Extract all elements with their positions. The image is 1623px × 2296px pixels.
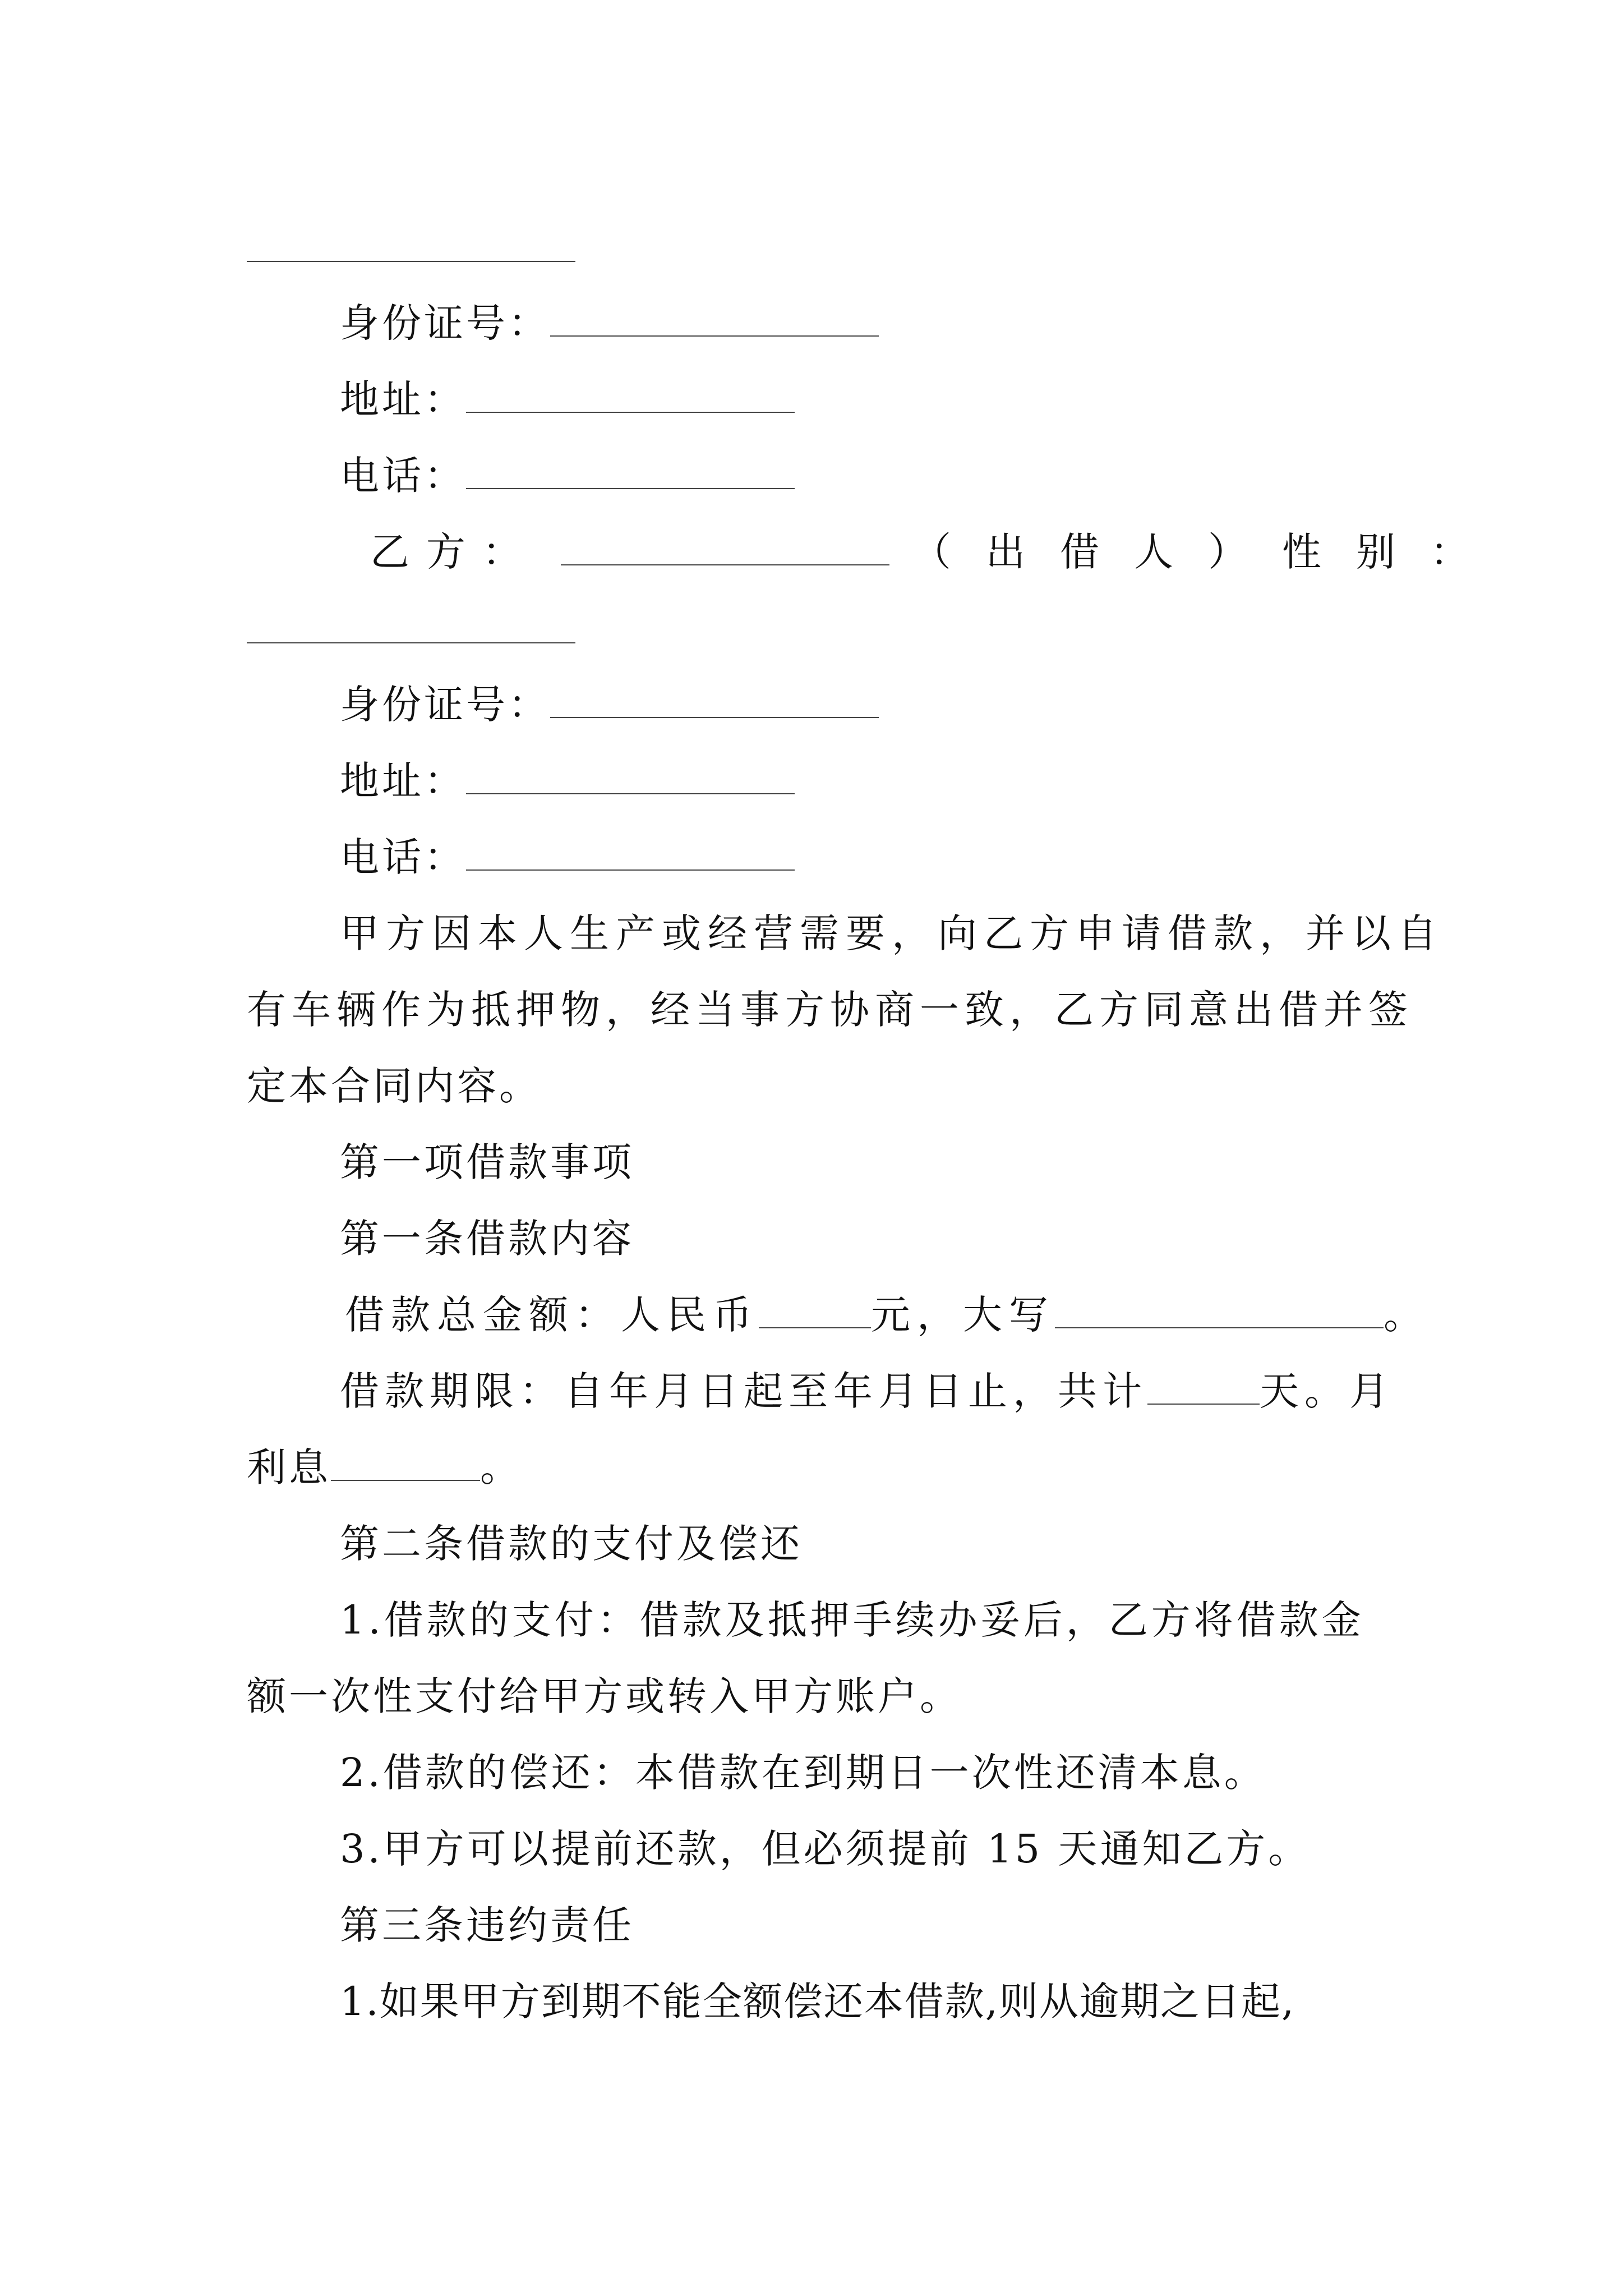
loan-amount-row xyxy=(345,1287,1495,1343)
amount-end: 。 xyxy=(1384,1292,1430,1338)
interest-blank xyxy=(331,1445,480,1481)
address-label: 地址： xyxy=(340,758,466,804)
address-label: 地址： xyxy=(340,376,466,422)
clause-2-title: 第二条借款的支付及偿还 xyxy=(340,1521,803,1567)
party-a-address-row xyxy=(247,371,1490,427)
phone-blank xyxy=(466,453,795,489)
party-b-id-row xyxy=(247,677,1490,733)
amount-words-blank xyxy=(1055,1292,1384,1328)
intro-line-3: 定本合同内容。 xyxy=(247,1063,541,1109)
clause-2-item-1-line-2: 额一次性支付给甲方或转入甲方账户。 xyxy=(247,1673,962,1719)
clause-2-item-1-line-1: 1.借款的支付：借款及抵押手续办妥后，乙方将借款金 xyxy=(340,1597,1364,1643)
loan-term-row xyxy=(247,1363,1490,1419)
intro-line-2: 有车辆作为抵押物，经当事方协商一致，乙方同意出借并签 xyxy=(247,987,1413,1033)
amount-blank xyxy=(759,1292,871,1328)
interest-end: 。 xyxy=(480,1444,522,1490)
intro-line-1: 甲方因本人生产或经营需要，向乙方申请借款，并以自 xyxy=(340,910,1444,956)
party-b-row xyxy=(370,524,1504,580)
party-b-phone-row xyxy=(247,829,1490,885)
blank-line xyxy=(247,261,575,262)
clause-1-title: 第一条借款内容 xyxy=(340,1216,634,1262)
clause-2-item-2: 2.借款的偿还：本借款在到期日一次性还清本息。 xyxy=(340,1750,1266,1796)
amount-unit: 元，大写 xyxy=(871,1292,1055,1338)
party-b-address-row xyxy=(247,753,1490,809)
id-label: 身份证号： xyxy=(340,300,550,346)
clause-3-title: 第三条违约责任 xyxy=(340,1902,634,1948)
phone-blank xyxy=(466,835,795,871)
address-blank xyxy=(466,377,795,413)
gender-blank xyxy=(247,642,575,643)
party-b-gender-label: 性别： xyxy=(1282,529,1504,575)
id-blank xyxy=(550,301,879,337)
interest-prefix: 利息 xyxy=(247,1444,331,1490)
party-a-id-row xyxy=(247,295,1490,351)
clause-2-item-3: 3.甲方可以提前还款，但必须提前 15 天通知乙方。 xyxy=(340,1826,1311,1872)
clause-3-item-1-line-1: 1.如果甲方到期不能全额偿还本借款,则从逾期之日起, xyxy=(340,1978,1295,2024)
term-suffix: 天。月 xyxy=(1260,1368,1394,1414)
phone-label: 电话： xyxy=(340,834,466,880)
party-b-label: 乙方： xyxy=(370,529,538,575)
id-label: 身份证号： xyxy=(340,682,550,728)
amount-prefix: 借款总金额：人民币 xyxy=(345,1292,759,1338)
party-b-role: （出借人） xyxy=(912,529,1282,575)
address-blank xyxy=(466,758,795,794)
interest-row xyxy=(247,1439,1396,1496)
party-a-phone-row xyxy=(247,448,1490,504)
party-b-name-blank xyxy=(561,530,889,565)
section-1-title: 第一项借款事项 xyxy=(340,1139,634,1185)
term-prefix: 借款期限：自年月日起至年月日止，共计 xyxy=(340,1368,1147,1414)
phone-label: 电话： xyxy=(340,453,466,499)
id-blank xyxy=(550,682,879,718)
term-days-blank xyxy=(1147,1369,1260,1405)
